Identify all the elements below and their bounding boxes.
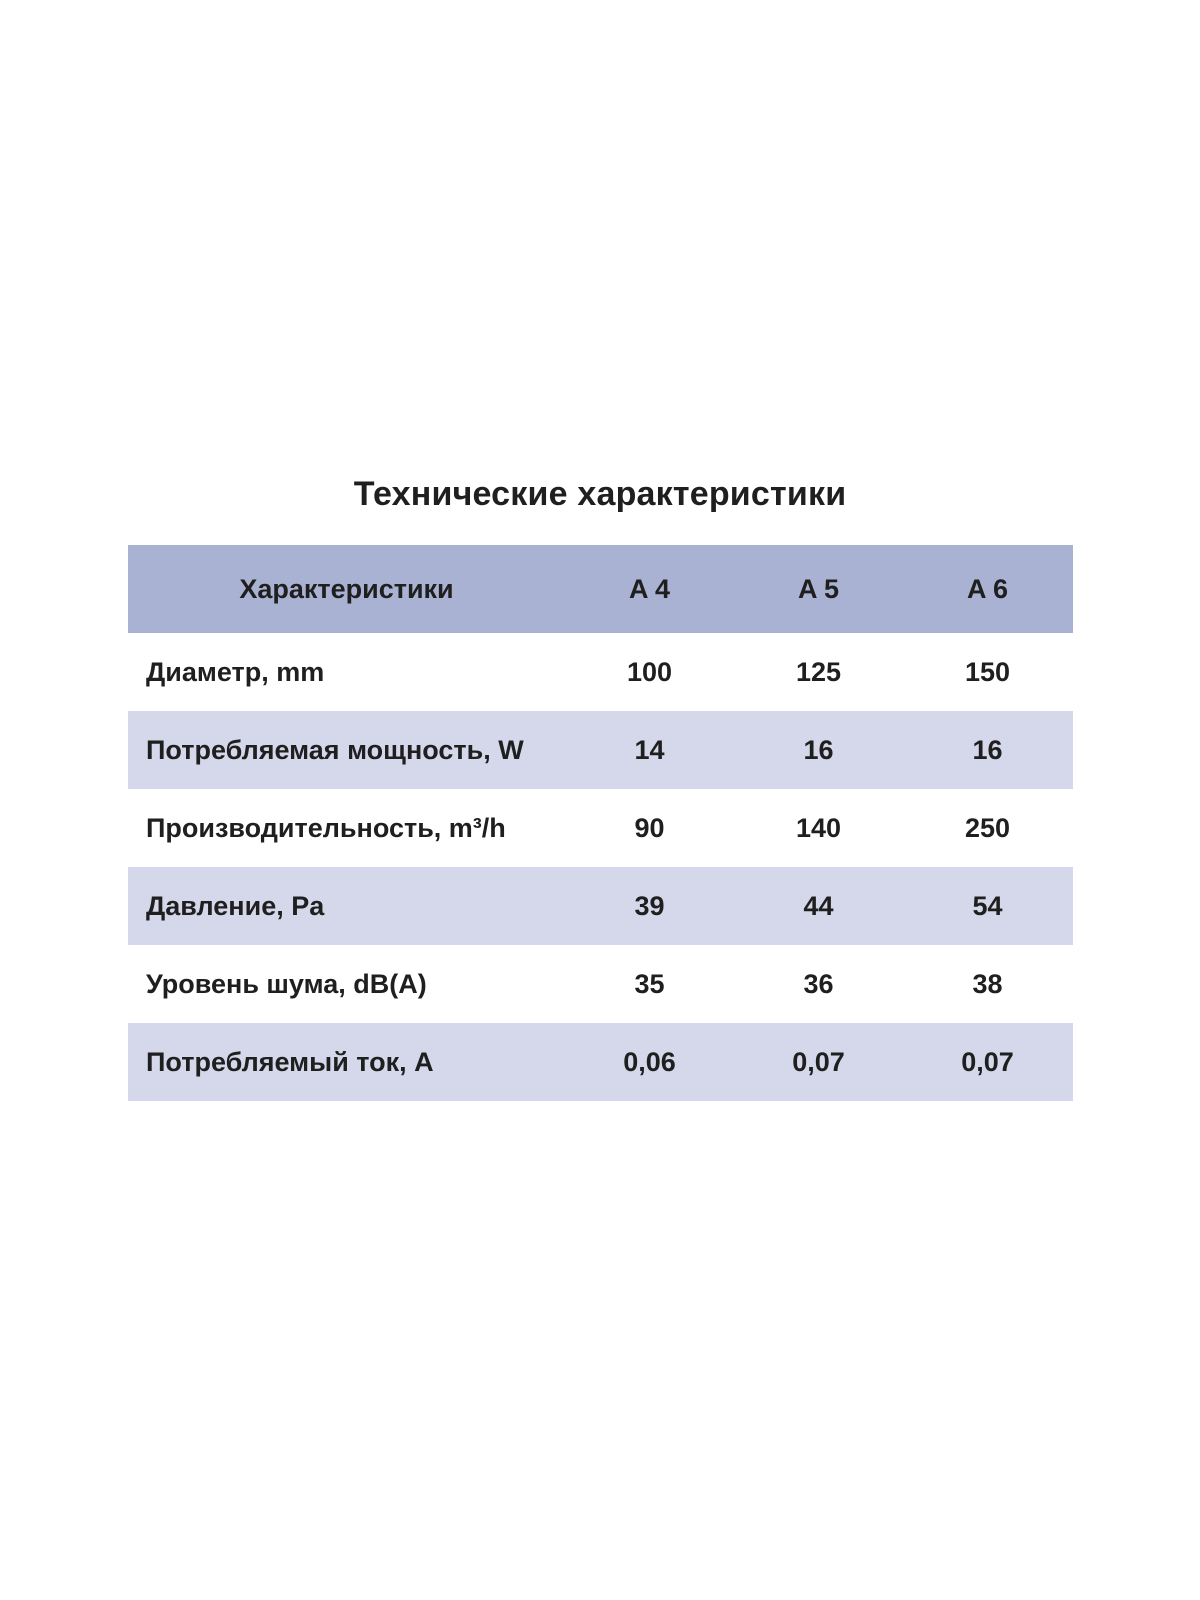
table-row-diameter xyxy=(128,633,1073,711)
row-label: Производительность, m³/h xyxy=(146,812,506,843)
table-row-noise xyxy=(128,945,1073,1023)
row-value: 250 xyxy=(964,812,1011,843)
page-title: Технические характеристики xyxy=(353,475,847,513)
row-value: 150 xyxy=(964,656,1011,687)
row-value: 0,07 xyxy=(792,1046,845,1077)
table-row-pressure xyxy=(128,867,1073,945)
table-row-capacity xyxy=(128,789,1073,867)
spec-table xyxy=(128,545,1073,1101)
row-label: Диаметр, mm xyxy=(146,656,325,687)
row-label: Потребляемая мощность, W xyxy=(146,734,524,765)
header-model-a5: A 5 xyxy=(797,573,839,604)
row-value: 0,07 xyxy=(961,1046,1014,1077)
row-value: 35 xyxy=(634,968,665,999)
row-value: 100 xyxy=(626,656,673,687)
row-label: Потребляемый ток, А xyxy=(146,1046,434,1077)
header-characteristics: Характеристики xyxy=(239,573,454,604)
row-value: 90 xyxy=(634,812,665,843)
header-model-a6: A 6 xyxy=(966,573,1008,604)
row-value: 16 xyxy=(972,734,1003,765)
row-label: Уровень шума, dB(A) xyxy=(146,968,427,999)
row-value: 125 xyxy=(795,656,842,687)
table-row-power xyxy=(128,711,1073,789)
row-value: 0,06 xyxy=(623,1046,676,1077)
row-value: 140 xyxy=(795,812,842,843)
row-value: 39 xyxy=(634,890,665,921)
header-model-a4: A 4 xyxy=(628,573,670,604)
row-value: 16 xyxy=(803,734,834,765)
table-header-row xyxy=(128,545,1073,633)
row-value: 14 xyxy=(634,734,665,765)
table-row-current xyxy=(128,1023,1073,1101)
row-value: 36 xyxy=(803,968,834,999)
row-value: 54 xyxy=(972,890,1003,921)
row-value: 44 xyxy=(803,890,834,921)
row-value: 38 xyxy=(972,968,1003,999)
row-label: Давление, Pa xyxy=(146,890,325,921)
